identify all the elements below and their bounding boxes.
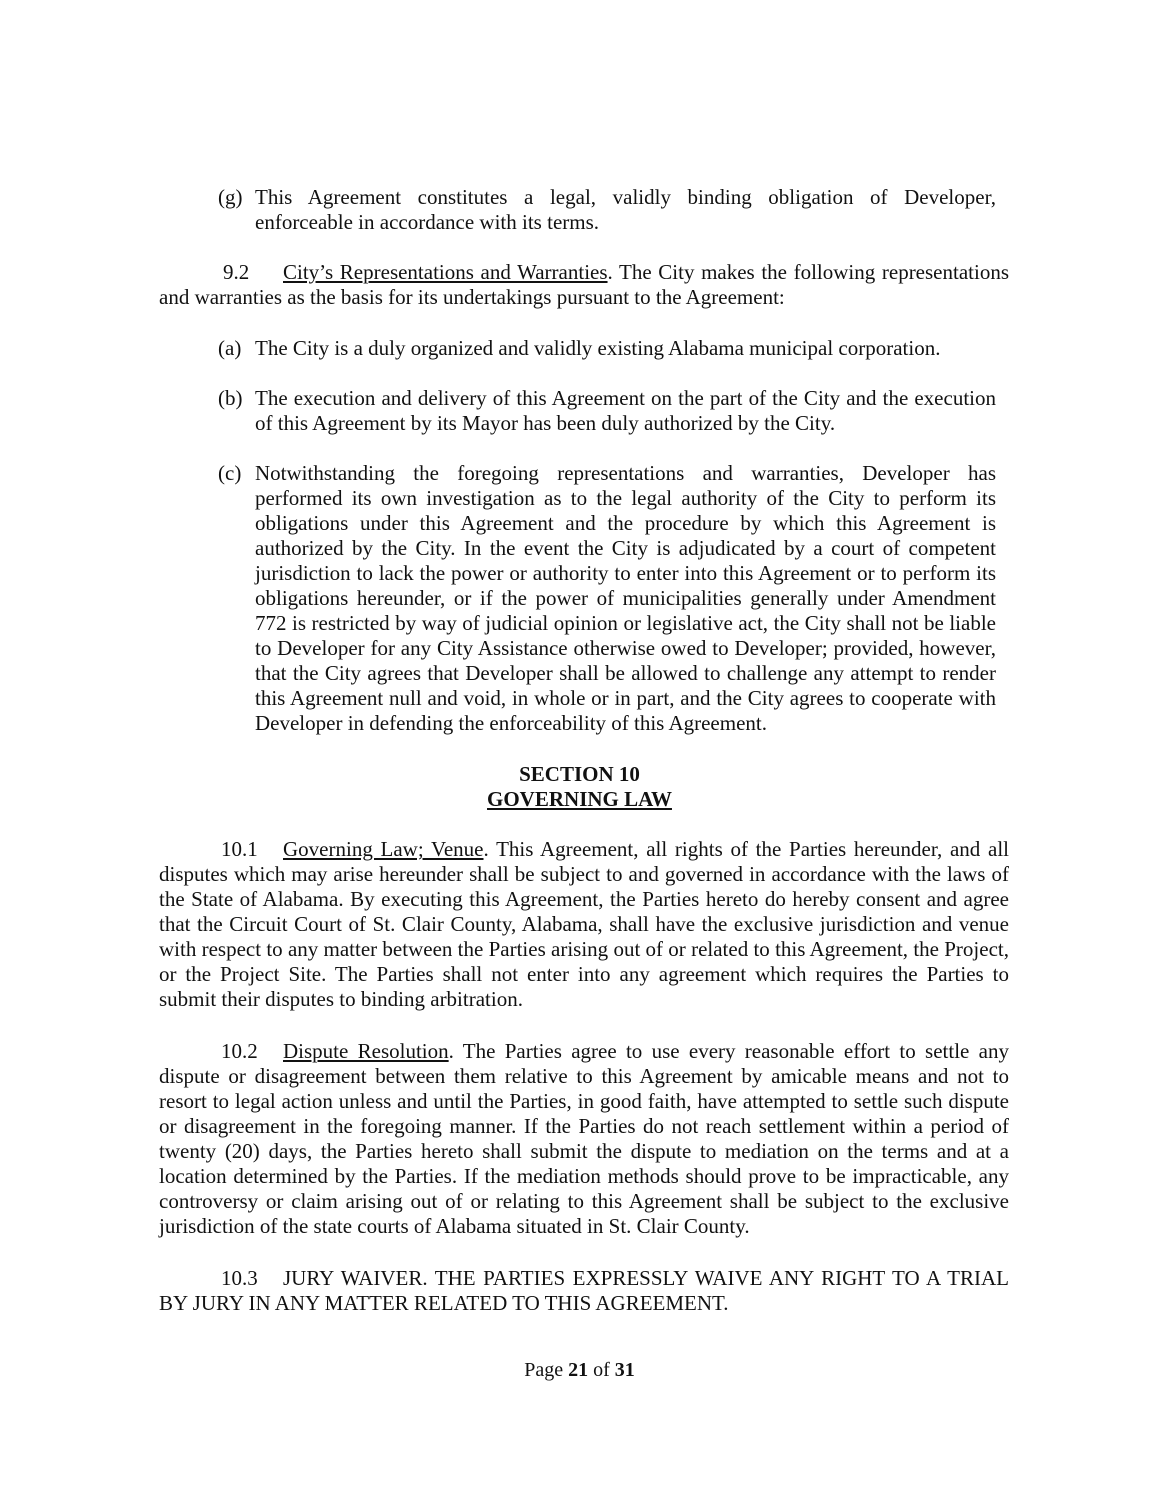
list-item-g bbox=[218, 185, 996, 235]
page-total: 31 bbox=[614, 1359, 635, 1381]
section-number: 9.2 bbox=[223, 260, 250, 284]
section-text: . The Parties agree to use every reasonable effort to settle any dispute or disagreement between them relative to this Agreement by amicable means and not to resort to legal action unless and until the Parties, in good faith, have attempted to settle such dispute or disagreement in the foregoing manner. If the Parties do not reach settlement within a period of twenty (20) days, the Parties hereto shall submit the dispute to mediation on the terms and at a location determined by the Parties. If the mediation methods should prove to be impracticable, any controversy or claim arising out of or relating to this Agreement shall be subject to the exclusive jurisdiction of the state courts of Alabama situated in St. Clair County. bbox=[159, 1039, 1009, 1238]
section-title: Governing Law; Venue bbox=[283, 837, 484, 861]
section-10-2-paragraph bbox=[159, 1039, 1009, 1239]
section-number: 10.2 bbox=[221, 1039, 258, 1063]
section-number: 10.3 bbox=[221, 1266, 258, 1290]
item-text: Notwithstanding the foregoing representations and warranties, Developer has performed its own investigation as to the legal authority of the City to perform its obligations under this Agreement and the procedure by which this Agreement is authorized by the City. In the event the City is adjudicated by a court of competent jurisdiction to lack the power or authority to enter into this Agreement or to perform its obligations hereunder, or if the power of municipalities generally under Amendment 772 is restricted by way of judicial opinion or legislative act, the City shall not be liable to Developer for any City Assistance otherwise owed to Developer; provided, however, that the City agrees that Developer shall be allowed to challenge any attempt to render this Agreement null and void, in whole or in part, and the City agrees to cooperate with Developer in defending the enforceability of this Agreement. bbox=[255, 461, 996, 735]
section-heading-number: SECTION 10 bbox=[519, 762, 640, 786]
section-text: JURY WAIVER. THE PARTIES EXPRESSLY WAIVE ANY RIGHT TO A TRIAL BY JURY IN ANY MATTER RELATED TO THIS AGREEMENT. bbox=[159, 1266, 1009, 1315]
list-item-a bbox=[218, 336, 996, 361]
item-label: (g) bbox=[218, 185, 243, 209]
section-heading-title bbox=[0, 787, 1159, 812]
list-item-c bbox=[218, 461, 996, 736]
item-label: (c) bbox=[218, 461, 242, 485]
page-current: 21 bbox=[568, 1359, 589, 1381]
section-10-3-paragraph bbox=[159, 1266, 1009, 1316]
section-text: . This Agreement, all rights of the Parties hereunder, and all disputes which may arise hereunder shall be subject to and governed in accordance with the laws of the State of Alabama. By executing this Agreement, the Parties hereto do hereby consent and agree that the Circuit Court of St. Clair County, Alabama, shall have the exclusive jurisdiction and venue with respect to any matter between the Parties arising out of or related to this Agreement, the Project, or the Project Site. The Parties shall not enter into any agreement which requires the Parties to submit their disputes to binding arbitration. bbox=[159, 837, 1010, 1011]
section-10-1-paragraph bbox=[159, 837, 1009, 1012]
item-text: The City is a duly organized and validly existing Alabama municipal corporation. bbox=[255, 336, 941, 360]
page-word: Page bbox=[524, 1359, 564, 1381]
section-title: City’s Representations and Warranties bbox=[283, 260, 608, 284]
item-label: (b) bbox=[218, 386, 243, 410]
item-text: This Agreement constitutes a legal, validly binding obligation of Developer, enforceable in accordance with its terms. bbox=[255, 185, 996, 234]
of-word: of bbox=[593, 1359, 610, 1381]
section-text: . The City makes the following representations and warranties as the basis for its undertakings pursuant to the Agreement: bbox=[159, 260, 1009, 309]
item-text: The execution and delivery of this Agreement on the part of the City and the execution of this Agreement by its Mayor has been duly authorized by the City. bbox=[255, 386, 996, 435]
section-number: 10.1 bbox=[221, 837, 258, 861]
list-item-b bbox=[218, 386, 996, 436]
section-9-2-paragraph bbox=[159, 260, 1009, 310]
section-heading-title-text: GOVERNING LAW bbox=[487, 787, 672, 811]
page-footer bbox=[0, 1358, 1159, 1383]
section-title: Dispute Resolution bbox=[283, 1039, 449, 1063]
item-label: (a) bbox=[218, 336, 242, 360]
